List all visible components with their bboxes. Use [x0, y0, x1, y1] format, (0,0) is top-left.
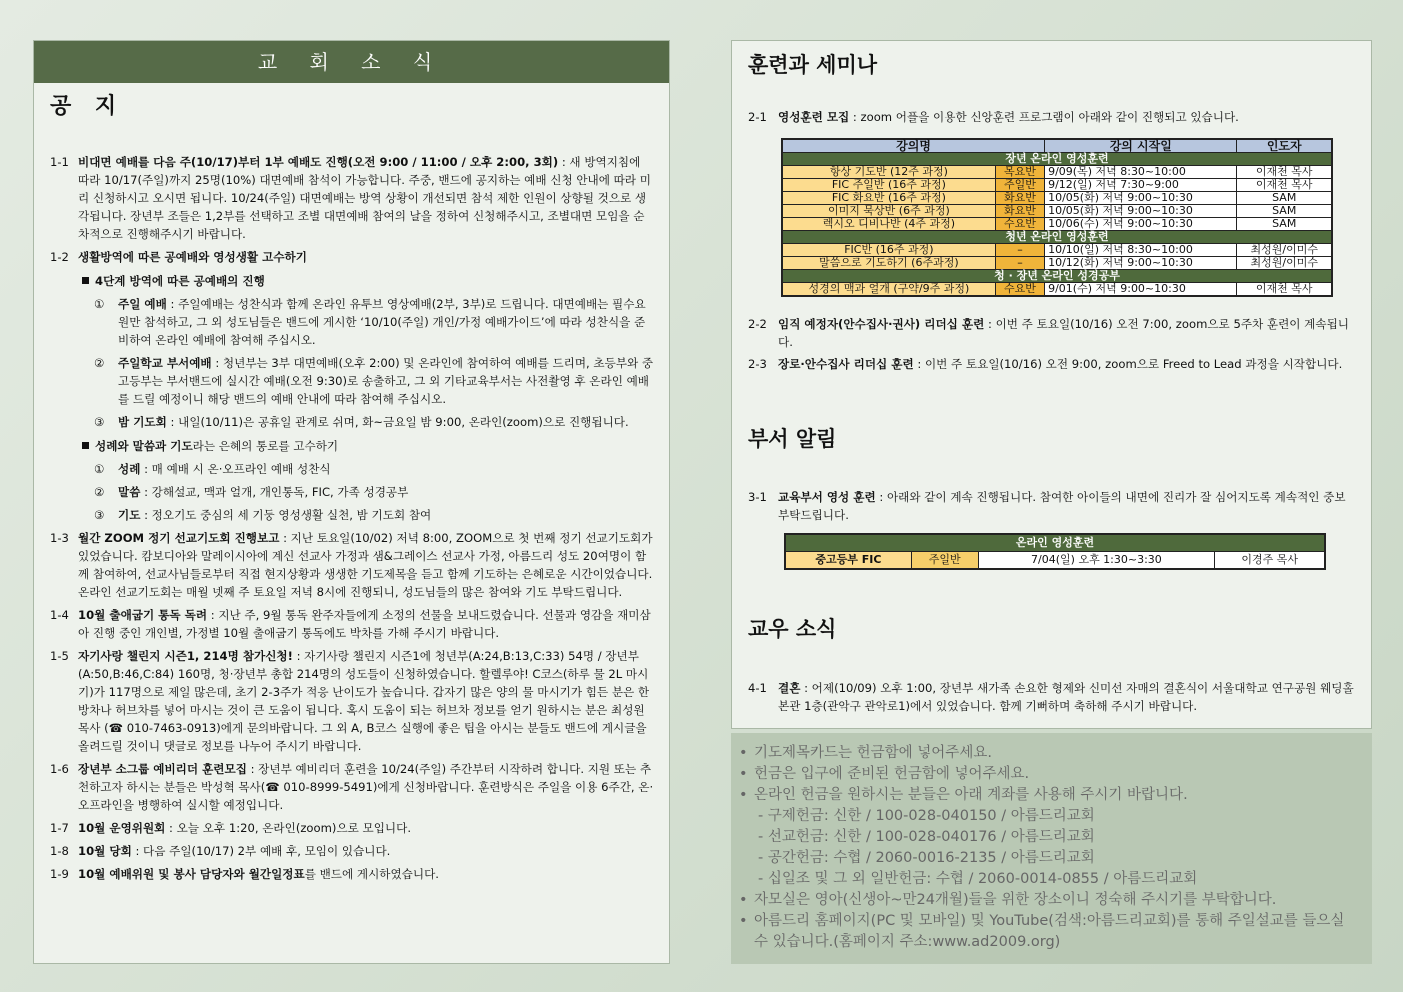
course-name-cell: FIC반 (16주 과정)	[782, 244, 995, 257]
day-cell: 화요반	[995, 192, 1044, 205]
list-item: ② 주일학교 부서예배 : 청년부는 3부 대면예배(오후 2:00) 및 온라인에 참여하여 예배를 드리며, 초등부와 중고등부는 부서밴드에 실시간 예배(오전 9:30)로 송출하고, 그 외 기타교육부서는 사전촬영 후 온라인 예배를 드릴 예정이니 해당 밴드의 예배 안내에 따라 참여해 주십시오.	[94, 356, 654, 406]
bullet-icon: •	[739, 892, 748, 908]
item-2-2: 2-2 임직 예정자(안수집사·권사) 리더십 훈련 : 이번 주 토요일(10/16) 오전 7:00, zoom으로 5주차 훈련이 계속됩니다.	[748, 317, 1349, 349]
bullet-icon: •	[739, 913, 748, 929]
notice-item-1-7: 1-7 10월 운영위원회 : 오늘 오후 1:20, 온라인(zoom)으로 모입니다.	[50, 821, 412, 835]
leader-cell: SAM	[1237, 218, 1332, 231]
list-item: ① 주일 예배 : 주일예배는 성찬식과 함께 온라인 유투브 영상예배(2부, 3부)로 드립니다. 대면예배는 필수요원만 참석하고, 그 외 성도님들은 밴드에 게시한 ‘10/10(주일) 개인/가정 예배가이드’에 따라 성찬식을 준비하여 온라인 예배에 참여해 주십시오.	[94, 297, 646, 347]
item-2-1: 2-1 영성훈련 모집 : zoom 어플을 이용한 신앙훈련 프로그램이 아래와 같이 진행되고 있습니다.	[748, 110, 1239, 124]
leader-cell: 최성원/이미수	[1237, 257, 1332, 270]
leader-cell: 이재천 목사	[1237, 166, 1332, 179]
leader-cell: 최성원/이미수	[1237, 244, 1332, 257]
list-item: • 기도제목카드는 헌금함에 넣어주세요.	[739, 743, 1360, 764]
start-cell: 9/12(일) 저녁 7:30~9:00	[1045, 179, 1237, 192]
list-item: • 헌금은 입구에 준비된 헌금함에 넣어주세요.	[739, 764, 1360, 785]
group-title: 장년 온라인 영성훈련	[782, 153, 1332, 166]
notice-item-1-1: 1-1 비대면 예배를 다음 주(10/17)부터 1부 예배도 진행(오전 9:00 / 11:00 / 오후 2:00, 3회) : 새 방역지침에 따라 10/17(주일)까지 25명(10%) 대면예배 참석이 가능합니다. 주중, 밴드에 공지하는 예배 신청 안내에 따라 미리 신청하시고 오시면 됩니다. 10/24(주일) 대면예배는 방역 상황이 개선되면 참석 제한 인원이 상향될 것으로 생각됩니다. 장년부 조들은 1,2부를 선택하고 조별 대면예배 참여의 날을 정하여 신청해주시고, 조별대면 모임을 순차적으로 진행해주시기 바랍니다.	[50, 155, 651, 241]
group-title: 청 · 장년 온라인 성경공부	[782, 270, 1332, 283]
list-item: ③ 기도 : 정오기도 중심의 세 기둥 영성생활 실천, 밤 기도회 참여	[94, 508, 432, 522]
church-news-header: 교 회 소 식	[34, 41, 669, 83]
subsection-worship	[82, 272, 654, 431]
item-2-3: 2-3 장로·안수집사 리더십 훈련 : 이번 주 토요일(10/16) 오전 9:00, zoom으로 Freed to Lead 과정을 시작합니다.	[748, 357, 1343, 371]
account-item: - 십일조 및 그 외 일반헌금: 수협 / 2060-0014-0855 / 아름드리교회	[758, 871, 1198, 887]
leader-cell: 이재천 목사	[1237, 283, 1332, 297]
list-item: • 온라인 헌금을 원하시는 분들은 아래 계좌를 사용해 주시기 바랍니다.	[739, 785, 1360, 806]
bullet-icon: •	[739, 787, 748, 803]
list-item: ② 말씀 : 강해설교, 맥과 얼개, 개인통독, FIC, 가족 성경공부	[94, 485, 409, 499]
course-name-cell: 이미지 묵상반 (6주 과정)	[782, 205, 995, 218]
church-news-panel	[33, 40, 670, 964]
day-cell: 수요반	[995, 283, 1044, 297]
start-cell: 10/05(화) 저녁 9:00~10:30	[1045, 192, 1237, 205]
table-group-row	[782, 231, 1332, 244]
leader-cell: 이재천 목사	[1237, 179, 1332, 192]
account-item: - 구제헌금: 신한 / 100-028-040150 / 아름드리교회	[758, 808, 1095, 824]
notice-item-1-2: 1-2 생활방역에 따른 공예배와 영성생활 고수하기 4단계 방역에 따른 공예배의 진행 ① 주일 예배 : 주일예배는 성찬식과 함께 온라인 유투브 영상예배(2부, 3부)로 드립니다. 대면예배는 필수요원만 참석하고, 그 외 성도님들은 밴드에 게시한 ‘10/10(주일) 개인/가정 예배가이드’에 따라 성찬식을 준비하여 온라인 예배에 참여해 주십시오. ② 주일학교 부서예배 : 청년부는 3부 대면예배(오후 2:00) 및 온라인에 참여하여 예배를 드리며, 초등부와 중고등부는 부서밴드에 실시간 예배(오전 9:30)로 송출하고, 그 외 기타교육부서는 사전촬영 후 온라인 예배를 드릴 예정이니 해당 밴드의 예배 안내에 따라 참여해 주십시오. ③ 밤 기도회 : 내일(10/11)은 공휴일 관계로 쉬며, 화~금요일 밤 9:00, 온라인(zoom)으로 진행됩니다. 성례와 말씀과 기도라는 은혜의 통로를 고수하기 ① 성례 : 매 예배 시 온·오프라인 예배 성찬식 ② 말씀 : 강해설교, 맥과 얼개, 개인통독, FIC, 가족 성경공부 ③ 기도 : 정오기도 중심의 세 기둥 영성생활 실천, 밤 기도회 참여	[50, 250, 654, 522]
day-cell: –	[995, 257, 1044, 270]
subsection-title: 성례와 말씀과 기도라는 은혜의 통로를 고수하기	[82, 437, 654, 455]
table-row	[782, 244, 1332, 257]
notice-item-1-5: 1-5 자기사랑 챌린지 시즌1, 214명 참가신청! : 자기사랑 챌린지 시즌1에 청년부(A:24,B:13,C:33) 54명 / 장년부(A:50,B:46,C:84) 160명, 청·장년부 총합 214명의 성도들이 신청하였습니다. 할렐루야! C코스(하루 물 2L 마시기)가 117명으로 제일 많은데, 초기 2-3주가 적응 난이도가 높습니다. 갑자기 많은 양의 물 마시기가 힘든 분은 한방차나 허브차를 넣어 마시는 것이 큰 도움이 됩니다. 혹시 도움이 되는 허브차 정보를 얻기 원하시는 분은 최성원 목사 (☎ 010-7463-0913)에게 문의바랍니다. 그 외 A, B코스 실행에 좋은 팁을 아시는 분들도 밴드에 게시글을 올려드릴 것이니 댓글로 정보를 나누어 주시기 바랍니다.	[50, 649, 650, 753]
member-news-section-title: 교우 소식	[748, 617, 837, 641]
start-cell: 10/12(화) 저녁 9:00~10:30	[1045, 257, 1237, 270]
table-row	[782, 257, 1332, 270]
col-header-leader: 인도자	[1237, 139, 1332, 153]
notice-list	[50, 153, 654, 888]
start-cell: 10/06(수) 저녁 9:00~10:30	[1045, 218, 1237, 231]
day-cell: 목요반	[995, 166, 1044, 179]
group-title: 청년 온라인 영성훈련	[782, 231, 1332, 244]
list-item: ① 성례 : 매 예배 시 온·오프라인 예배 성찬식	[94, 462, 331, 476]
subsection-title: 4단계 방역에 따른 공예배의 진행	[82, 272, 654, 290]
notice-item-1-9: 1-9 10월 예배위원 및 봉사 담당자와 월간일정표를 밴드에 게시하였습니다.	[50, 867, 439, 881]
list-item: • 아름드리 홈페이지(PC 및 모바일) 및 YouTube(검색:아름드리교회)를 통해 주일설교를 들으실 수 있습니다.(홈페이지 주소:www.ad2009.org)	[739, 913, 1345, 950]
square-bullet-icon	[82, 442, 89, 449]
bullet-icon: •	[739, 745, 748, 761]
notice-item-1-3: 1-3 월간 ZOOM 정기 선교기도회 진행보고 : 지난 토요일(10/02) 저녁 8:00, ZOOM으로 첫 번째 정기 선교기도회가 있었습니다. 캄보디아와 말레이시아에 계신 선교사 가정과 샘&그레이스 선교사 가정, 아름드리 성도 20여명이 함께 참여하여, 선교사님들로부터 직접 현지상황과 생생한 기도제목을 듣고 함께 기도하는 은혜로운 시간이었습니다. 온라인 선교기도회는 매월 넷째 주 토요일 저녁 8시에 진행되니, 성도님들의 많은 참여와 기도 부탁드립니다.	[50, 531, 653, 599]
leader-cell: SAM	[1237, 205, 1332, 218]
training-schedule-table	[781, 138, 1333, 297]
training-section-title: 훈련과 세미나	[748, 53, 878, 77]
day-cell: 화요반	[995, 205, 1044, 218]
course-name-cell: 성경의 맥과 얼개 (구약/9주 과정)	[782, 283, 995, 297]
table-row	[782, 205, 1332, 218]
item-4-1: 4-1 결혼 : 어제(10/09) 오후 1:00, 장년부 새가족 손요한 형제와 신미선 자매의 결혼식이 서울대학교 연구공원 웨딩홀 본관 1층(관악구 관악로1)에서 있었습니다. 함께 기뻐하며 축하해 주시기 바랍니다.	[748, 681, 1354, 713]
start-cell: 9/01(수) 저녁 9:00~10:30	[1045, 283, 1237, 297]
table-row	[782, 218, 1332, 231]
day-cell: 수요반	[995, 218, 1044, 231]
list-item: • 자모실은 영아(신생아~만24개월)들을 위한 장소이니 정숙해 주시기를 부탁합니다.	[739, 890, 1360, 911]
notice-item-1-4: 1-4 10월 출애굽기 통독 독려 : 지난 주, 9월 통독 완주자들에게 소정의 선물을 보내드렸습니다. 선물과 영감을 재미삼아 진행 중인 개인별, 가정별 10월 출애굽기 통독에도 박차를 가해 주시기 바랍니다.	[50, 608, 651, 640]
table-group-row	[782, 153, 1332, 166]
table-group-row	[782, 270, 1332, 283]
start-cell: 10/10(일) 저녁 8:30~10:00	[1045, 244, 1237, 257]
table-header-row	[782, 139, 1332, 153]
square-bullet-icon	[82, 277, 89, 284]
bullet-icon: •	[739, 766, 748, 782]
table-row	[782, 179, 1332, 192]
table-group-row: 온라인 영성훈련	[785, 534, 1325, 552]
course-name-cell: 항상 기도반 (12주 과정)	[782, 166, 995, 179]
table-row	[782, 283, 1332, 297]
subsection-grace	[82, 437, 654, 524]
department-section-title: 부서 알림	[748, 427, 837, 451]
list-item: ③ 밤 기도회 : 내일(10/11)은 공휴일 관계로 쉬며, 화~금요일 밤 9:00, 온라인(zoom)으로 진행됩니다.	[94, 415, 629, 429]
item-3-1: 3-1 교육부서 영성 훈련 : 아래와 같이 계속 진행됩니다. 참여한 아이들의 내면에 진리가 잘 심어지도록 계속적인 중보 부탁드립니다.	[748, 490, 1346, 522]
table-row	[782, 166, 1332, 179]
table-row: 중고등부 FIC 주일반 7/04(일) 오후 1:30~3:30 이경주 목사	[785, 552, 1325, 570]
start-cell: 9/09(목) 저녁 8:30~10:00	[1045, 166, 1237, 179]
day-cell: 주일반	[995, 179, 1044, 192]
education-training-table	[784, 533, 1326, 570]
course-name-cell: 렉시오 디비나반 (4주 과정)	[782, 218, 995, 231]
table-row	[782, 192, 1332, 205]
notice-title: 공 지	[50, 94, 125, 119]
col-header-course: 강의명	[782, 139, 1045, 153]
account-item: - 선교헌금: 신한 / 100-028-040176 / 아름드리교회	[758, 829, 1095, 845]
offering-info-box	[731, 733, 1372, 964]
col-header-start: 강의 시작일	[1045, 139, 1237, 153]
notice-item-1-6: 1-6 장년부 소그룹 예비리더 훈련모집 : 장년부 예비리더 훈련을 10/24(주일) 주간부터 시작하려 합니다. 지원 또는 추천하고자 하시는 분들은 박성혁 목사(☎ 010-8999-5491)에게 신청바랍니다. 훈련방식은 주일을 이용 6주간, 온·오프라인을 병행하여 실시할 예정입니다.	[50, 762, 654, 812]
course-name-cell: 말씀으로 기도하기 (6주과정)	[782, 257, 995, 270]
course-name-cell: FIC 주일반 (16주 과정)	[782, 179, 995, 192]
day-cell: –	[995, 244, 1044, 257]
course-name-cell: FIC 화요반 (16주 과정)	[782, 192, 995, 205]
start-cell: 10/05(화) 저녁 9:00~10:30	[1045, 205, 1237, 218]
notice-item-1-8: 1-8 10월 당회 : 다음 주일(10/17) 2부 예배 후, 모임이 있습니다.	[50, 844, 391, 858]
table-body	[782, 153, 1332, 297]
leader-cell: SAM	[1237, 192, 1332, 205]
account-item: - 공간헌금: 수협 / 2060-0016-2135 / 아름드리교회	[758, 850, 1095, 866]
training-panel	[731, 40, 1372, 729]
